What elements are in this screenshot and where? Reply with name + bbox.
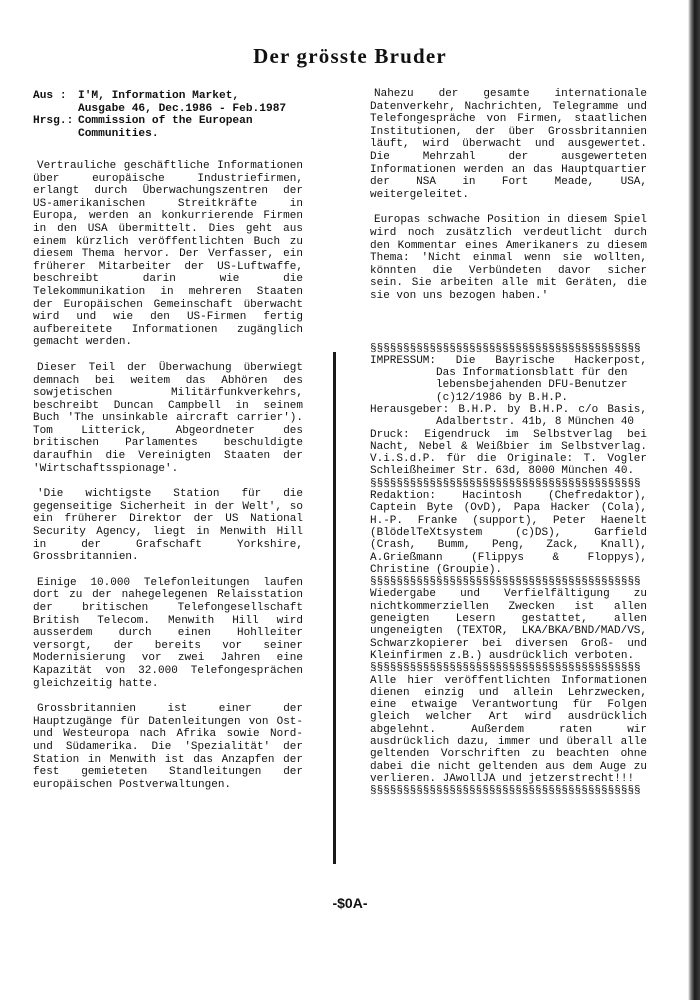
left-column	[33, 90, 303, 804]
section-separator: §§§§§§§§§§§§§§§§§§§§§§§§§§§§§§§§§§§§§§§§§	[370, 342, 641, 355]
article-paragraph: Dieser Teil der Überwachung überwiegt demnach bei weitem das Abhören des sowjetischen Militärfunkverkehrs, beschreibt Duncan Campbell in seinem Buch 'The unsinkable aircraft carrier'). Tom Litterick, Abgeordneter des britischen Parlamentes beschuldigte daraufhin die Vereinigten Staaten der 'Wirtschaftsspionage'.	[33, 361, 303, 475]
page-number: -$0A-	[332, 895, 368, 911]
impressum-name-line: Das Informationsblatt für den	[436, 367, 628, 380]
impressum-name-line: (c)12/1986 by B.H.P.	[436, 391, 569, 404]
impressum-hinweis: Alle hier veröffentlichten Informationen dienen einzig und allein Lehrzwecken, eine etwaige Verantwortung für Folgen gleich welcher Art wird ausdrücklich abgelehnt. Außerdem raten wir ausdrücklich dazu, immer und überall alle geltenden Vorschriften zu beachten ohne dabei die nicht geltenden aus dem Auge zu verlieren. JAwollJA und jetzerstrecht!!!	[370, 674, 647, 785]
page-title: Der grösste Bruder	[253, 44, 447, 68]
impressum-druck: Druck: Eigendruck im Selbstverlag bei Nacht, Nebel & Weißbier im Selbstverlag. V.i.S.d.P. für die Originale: T. Vogler Schleißheimer Str. 63d, 8000 München 40.	[370, 428, 647, 478]
source-aus-label: Aus :	[33, 90, 67, 102]
impressum-header: IMPRESSUM: Die Bayrische Hackerpost,	[370, 354, 647, 367]
section-separator: §§§§§§§§§§§§§§§§§§§§§§§§§§§§§§§§§§§§§§§§§	[370, 576, 641, 589]
source-hrsg-row	[33, 128, 303, 141]
section-separator: §§§§§§§§§§§§§§§§§§§§§§§§§§§§§§§§§§§§§§§§§	[370, 477, 641, 490]
article-paragraph: Einige 10.000 Telefonleitungen laufen dort zu der nahegelegenen Relaisstation der britischen Telefongesellschaft British Telecom. Menwith Hill wird ausserdem durch einen Hohlleiter versorgt, der bereits vor seiner Modernisierung vor zwei Jahren eine Kapazität von 32.000 Telefongesprächen gleichzeitig hatte.	[33, 576, 303, 690]
article-paragraph: Grossbritannien ist einer der Hauptzugänge für Datenleitungen von Ost- und Westeuropa nach Afrika sowie Nord- und Südamerika. Die 'Spezialität' der Station in Menwith ist das Anzapfen der fest gemieteten Standleitungen der europäischen Postverwaltungen.	[33, 703, 303, 791]
impressum-wiedergabe: Wiedergabe und Verfielfältigung zu nichtkommerziellen Zwecken ist allen geneigten Lesern gestattet, allen ungeneigten (TEXTOR, LKA/BKA/BND/MAD/VS, Schwarzkopierer bei diversen Groß- und Kleinfirmen z.B.) ausdrücklich verboten.	[370, 588, 647, 662]
article-paragraph: Vertrauliche geschäftliche Informationen über europäische Industriefirmen, erlangt durch Überwachungszentren der US-amerikanischen Streitkräfte in Europa, werden an konkurrierende Firmen in den USA übermittelt. Dies geht aus einem kürzlich veröffentlichten Buch zu diesem Thema hervor. Der Verfasser, ein früherer Mitarbeiter der US-Luftwaffe, beschreibt darin wie die Telekommunikation in mehreren Staaten der Europäischen Gemeinschaft überwacht wird und wie den US-Firmen fertig aufbereitete Informationen zugänglich gemacht werden.	[33, 160, 303, 349]
impressum-address: Adalbertstr. 41b, 8 München 40	[436, 416, 635, 429]
column-divider	[333, 352, 336, 864]
source-citation	[33, 90, 303, 140]
impressum-box	[370, 343, 647, 798]
source-aus-line: Ausgabe 46, Dec.1986 - Feb.1987	[78, 102, 287, 115]
source-aus-row	[33, 90, 303, 103]
page-edge-shadow	[688, 0, 700, 1000]
source-hrsg-row	[33, 115, 303, 128]
article-paragraph: Europas schwache Position in diesem Spiel wird noch zusätzlich verdeutlicht durch den Kommentar eines Amerikaners zu diesem Thema: 'Nicht einmal wenn sie wollten, könnten die Verbündeten davor sicher sein. Sie arbeiten alle mit Geräten, die sie von uns bezogen haben.'	[370, 214, 647, 302]
source-hrsg-line: Communities.	[78, 127, 159, 140]
right-column	[370, 88, 647, 797]
section-separator: §§§§§§§§§§§§§§§§§§§§§§§§§§§§§§§§§§§§§§§§§	[370, 785, 641, 798]
article-paragraph: Nahezu der gesamte internationale Datenverkehr, Nachrichten, Telegramme und Telefongespräche von Firmen, staatlichen Institutionen, der über Grossbritannien läuft, wird überwacht und ausgewertet. Die Mehrzahl der ausgewerteten Informationen werden an das Hauptquartier der NSA in Fort Meade, USA, weitergeleitet.	[370, 88, 647, 201]
source-aus-line: I'M, Information Market,	[78, 90, 240, 102]
impressum-herausgeber: Herausgeber: B.H.P. by B.H.P. c/o Basis,	[370, 403, 647, 416]
section-separator: §§§§§§§§§§§§§§§§§§§§§§§§§§§§§§§§§§§§§§§§§	[370, 662, 641, 675]
impressum-redaktion: Redaktion: Hacintosh (Chefredaktor), Captein Byte (OvD), Papa Hacker (Cola), H.-P. Franke (support), Peter Haenelt (BlödelTeXtsystem (c)DS), Garfield (Crash, Bumm, Peng, Zack, Knall), A.Grießmann (Flippys & Floppys), Christine (Groupie).	[370, 490, 647, 576]
article-paragraph: 'Die wichtigste Station für die gegenseitige Sicherheit in der Welt', so ein früherer Direktor der US National Security Agency, liegt in Menwith Hill in der Grafschaft Yorkshire, Grossbritannien.	[33, 488, 303, 564]
source-hrsg-label: Hrsg.:	[33, 115, 74, 127]
source-hrsg-line: Commission of the European	[78, 115, 253, 127]
source-aus-row	[33, 103, 303, 116]
impressum-name-line: lebensbejahenden DFÜ-Benutzer	[436, 379, 628, 392]
